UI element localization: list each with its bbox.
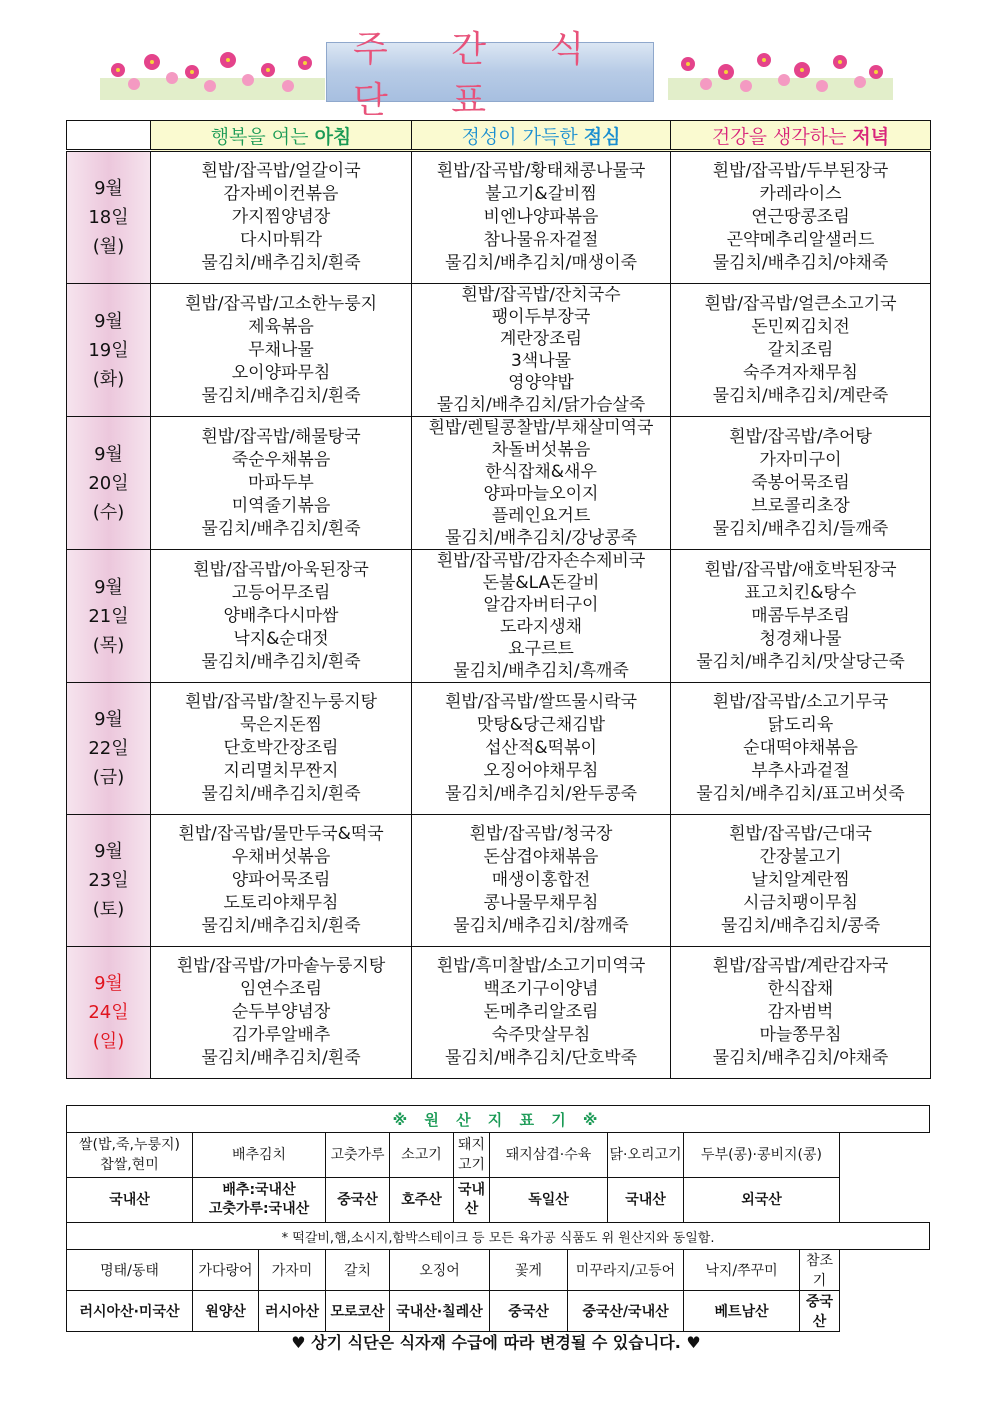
menu-item: 팽이두부장국 xyxy=(491,307,591,327)
origin-label-cell: 고춧가루 xyxy=(326,1133,390,1178)
dinner-cell xyxy=(671,284,931,417)
menu-item: 다시마튀각 xyxy=(239,230,323,250)
lunch-cell xyxy=(412,284,671,417)
menu-item: 돈메추리알조림 xyxy=(483,1002,599,1022)
date-cell xyxy=(67,683,151,815)
origin-value-cell: 베트남산 xyxy=(684,1291,800,1332)
origin-label-cell: 닭·오리고기 xyxy=(608,1133,684,1178)
breakfast-cell xyxy=(151,683,412,815)
menu-item: 물김치/배추김치/흰죽 xyxy=(201,253,361,273)
lunch-cell xyxy=(412,683,671,815)
date-weekday: (금) xyxy=(92,767,125,788)
flower-decoration-right xyxy=(668,48,893,100)
dinner-cell xyxy=(671,417,931,550)
origin-label-cell: 참조기 xyxy=(800,1250,840,1291)
date-month: 9월 xyxy=(94,709,123,730)
origin-value-cell: 중국산 xyxy=(800,1291,840,1332)
day-row xyxy=(67,815,931,947)
menu-item: 감자범벅 xyxy=(767,1002,834,1022)
menu-item: 흰밥/잡곡밥/고소한누룽지 xyxy=(184,293,378,314)
menu-item: 섭산적&떡볶이 xyxy=(485,738,597,758)
date-day: 24일 xyxy=(88,1002,129,1023)
date-weekday: (월) xyxy=(92,236,125,257)
lunch-cell xyxy=(412,947,671,1079)
origin-label-cell: 두부(콩)·콩비지(콩) xyxy=(684,1133,840,1178)
menu-item: 불고기&갈비찜 xyxy=(485,184,597,204)
dinner-cell xyxy=(671,947,931,1079)
date-cell xyxy=(67,151,151,284)
breakfast-cell xyxy=(151,151,412,284)
origin-table xyxy=(66,1105,930,1332)
menu-item: 한식잡채&새우 xyxy=(485,462,597,482)
header-corner xyxy=(67,121,151,151)
menu-item: 도토리야채무침 xyxy=(223,893,339,913)
menu-item: 돈민찌김치전 xyxy=(751,316,850,337)
origin-value-cell: 배추:국내산 고춧가루:국내산 xyxy=(193,1178,326,1223)
menu-item: 요구르트 xyxy=(508,639,574,659)
menu-item: 흰밥/잡곡밥/애호박된장국 xyxy=(704,559,897,580)
menu-item: 계란장조림 xyxy=(499,329,583,349)
menu-item: 물김치/배추김치/매생이죽 xyxy=(444,253,638,273)
menu-item: 우채버섯볶음 xyxy=(231,847,331,867)
header-lunch: 정성이 가득한 점심 xyxy=(412,121,671,151)
date-day: 21일 xyxy=(88,605,129,627)
menu-item: 숙주맛살무침 xyxy=(491,1025,591,1045)
date-cell xyxy=(67,815,151,947)
origin-note: * 떡갈비,햄,소시지,함박스테이크 등 모든 육가공 식품도 위 원산지와 동일함. xyxy=(67,1223,930,1250)
day-row xyxy=(67,417,931,550)
origin-value-cell: 러시아산·미국산 xyxy=(67,1291,193,1332)
date-weekday: (일) xyxy=(92,1031,125,1052)
menu-item: 흰밥/잡곡밥/감자손수제비국 xyxy=(436,551,646,571)
menu-item: 간장불고기 xyxy=(759,847,842,867)
date-day: 18일 xyxy=(88,207,129,228)
date-month: 9월 xyxy=(94,576,123,598)
menu-item: 흰밥/잡곡밥/황태채콩나물국 xyxy=(436,161,646,181)
menu-item: 흰밥/잡곡밥/아욱된장국 xyxy=(193,559,369,580)
menu-item: 흰밥/잡곡밥/청국장 xyxy=(469,824,613,844)
lunch-cell xyxy=(412,151,671,284)
menu-item: 비엔나양파볶음 xyxy=(483,207,599,227)
origin-label-cell: 꽃게 xyxy=(490,1250,568,1291)
breakfast-cell xyxy=(151,284,412,417)
menu-item: 가자미구이 xyxy=(759,449,842,470)
menu-item: 묵은지돈찜 xyxy=(239,715,323,735)
date-weekday: (목) xyxy=(92,634,125,656)
origin-value-cell: 외국산 xyxy=(684,1178,840,1223)
day-row xyxy=(67,550,931,683)
origin-label-cell: 낙지/쭈꾸미 xyxy=(684,1250,800,1291)
origin-value-cell: 국내산 xyxy=(454,1178,490,1223)
menu-item: 물김치/배추김치/들깨죽 xyxy=(712,518,889,539)
menu-item: 김가루알배추 xyxy=(231,1025,331,1045)
menu-item: 흰밥/잡곡밥/해물탕국 xyxy=(201,426,361,447)
menu-item: 무채나물 xyxy=(248,339,314,360)
day-row xyxy=(67,947,931,1079)
menu-item: 단호박간장조림 xyxy=(223,738,339,758)
menu-item: 알감자버터구이 xyxy=(483,595,599,615)
menu-item: 흰밥/잡곡밥/쌀뜨물시락국 xyxy=(444,692,638,712)
menu-item: 물김치/배추김치/흰죽 xyxy=(201,1048,361,1068)
menu-item: 참나물유자겉절 xyxy=(483,230,599,250)
menu-item: 지리멸치무짠지 xyxy=(223,761,339,781)
menu-item: 낙지&순대젓 xyxy=(233,628,329,649)
menu-item: 돈삼겹야채볶음 xyxy=(483,847,599,867)
menu-item: 흰밥/잡곡밥/잔치국수 xyxy=(461,285,621,305)
menu-item: 물김치/배추김치/계란죽 xyxy=(712,385,889,406)
origin-label-cell: 오징어 xyxy=(390,1250,490,1291)
menu-item: 물김치/배추김치/단호박죽 xyxy=(444,1048,638,1068)
menu-item: 표고치킨&탕수 xyxy=(744,582,857,603)
lunch-cell xyxy=(412,417,671,550)
origin-label-cell: 쌀(밥,죽,누룽지) 찹쌀,현미 xyxy=(67,1133,193,1178)
menu-item: 오징어야채무침 xyxy=(483,761,599,781)
origin-label-cell: 명태/동태 xyxy=(67,1250,193,1291)
menu-item: 물김치/배추김치/표고버섯죽 xyxy=(696,784,905,804)
header xyxy=(0,29,992,121)
menu-item: 흰밥/잡곡밥/물만두국&떡국 xyxy=(178,824,384,844)
menu-item: 물김치/배추김치/닭가슴살죽 xyxy=(436,395,646,415)
menu-item: 물김치/배추김치/흰죽 xyxy=(201,651,361,672)
lunch-cell xyxy=(412,550,671,683)
menu-item: 물김치/배추김치/흰죽 xyxy=(201,518,361,539)
origin-value-cell: 원양산 xyxy=(193,1291,259,1332)
menu-item: 백조기구이양념 xyxy=(483,979,599,999)
menu-item: 갈치조림 xyxy=(767,339,834,360)
menu-item: 미역줄기볶음 xyxy=(231,495,331,516)
origin-title: ※ 원 산 지 표 기 ※ xyxy=(67,1106,930,1133)
dinner-cell xyxy=(671,815,931,947)
menu-item: 물김치/배추김치/야채죽 xyxy=(712,253,889,273)
date-cell xyxy=(67,417,151,550)
menu-item: 흰밥/잡곡밥/근대국 xyxy=(729,824,872,844)
menu-item: 물김치/배추김치/흰죽 xyxy=(201,385,361,406)
day-row xyxy=(67,284,931,417)
menu-item: 흰밥/잡곡밥/가마솥누룽지탕 xyxy=(176,956,386,976)
menu-item: 도라지생채 xyxy=(499,617,583,637)
origin-value-cell: 중국산 xyxy=(326,1178,390,1223)
menu-item: 매콤두부조림 xyxy=(751,605,850,626)
origin-label-cell: 배추김치 xyxy=(193,1133,326,1178)
menu-item: 양파마늘오이지 xyxy=(483,484,599,504)
origin-value-row xyxy=(67,1178,930,1223)
dinner-cell xyxy=(671,151,931,284)
origin-value-cell: 모로코산 xyxy=(326,1291,390,1332)
menu-item: 차돌버섯볶음 xyxy=(491,440,591,460)
dinner-cell xyxy=(671,550,931,683)
menu-item: 순두부양념장 xyxy=(231,1002,331,1022)
origin-label-cell: 가자미 xyxy=(259,1250,326,1291)
date-day: 20일 xyxy=(88,472,129,494)
menu-item: 시금치팽이무침 xyxy=(743,893,858,913)
menu-item: 흰밥/잡곡밥/계란감자국 xyxy=(712,956,889,976)
footer-notice: ♥ 상기 식단은 식자재 수급에 따라 변경될 수 있습니다. ♥ xyxy=(291,1333,701,1352)
menu-item: 마늘쫑무침 xyxy=(759,1025,842,1045)
origin-value-cell: 국내산 xyxy=(608,1178,684,1223)
menu-item: 죽봉어묵조림 xyxy=(751,472,850,493)
menu-item: 한식잡채 xyxy=(767,979,834,999)
date-day: 22일 xyxy=(88,738,129,759)
flower-decoration-left xyxy=(100,48,325,100)
page-title: 주 간 식 단 표 xyxy=(326,42,654,102)
menu-item: 임연수조림 xyxy=(239,979,323,999)
menu-item: 닭도리육 xyxy=(767,715,834,735)
menu-item: 물김치/배추김치/야채죽 xyxy=(712,1048,889,1068)
origin-label-cell: 갈치 xyxy=(326,1250,390,1291)
menu-item: 흰밥/잡곡밥/두부된장국 xyxy=(712,161,889,181)
menu-item: 매생이홍합전 xyxy=(491,870,591,890)
date-weekday: (수) xyxy=(92,501,125,523)
menu-item: 숙주겨자채무침 xyxy=(743,362,858,383)
breakfast-cell xyxy=(151,947,412,1079)
menu-item: 흰밥/렌틸콩찰밥/부채살미역국 xyxy=(428,418,654,438)
header-dinner: 건강을 생각하는 저녁 xyxy=(671,121,931,151)
menu-item: 날치알계란찜 xyxy=(751,870,850,890)
menu-item: 플레인요거트 xyxy=(491,506,591,526)
menu-item: 부추사과겉절 xyxy=(751,761,850,781)
menu-item: 흰밥/잡곡밥/얼갈이국 xyxy=(201,161,361,181)
menu-item: 흰밥/잡곡밥/찰진누룽지탕 xyxy=(184,692,378,712)
menu-item: 물김치/배추김치/참깨죽 xyxy=(453,916,629,936)
header-breakfast: 행복을 여는 아침 xyxy=(151,121,412,151)
menu-header-row xyxy=(67,121,931,151)
menu-item: 오이양파무침 xyxy=(231,362,331,383)
menu-item: 곤약메추리알샐러드 xyxy=(726,230,875,250)
menu-item: 콩나물무채무침 xyxy=(483,893,599,913)
breakfast-cell xyxy=(151,550,412,683)
menu-item: 양파어묵조림 xyxy=(231,870,331,890)
menu-item: 물김치/배추김치/완두콩죽 xyxy=(444,784,638,804)
menu-item: 카레라이스 xyxy=(759,184,842,204)
date-month: 9월 xyxy=(94,178,123,199)
day-row xyxy=(67,683,931,815)
breakfast-cell xyxy=(151,815,412,947)
menu-item: 영양약밥 xyxy=(508,373,574,393)
date-month: 9월 xyxy=(94,973,123,994)
dinner-cell xyxy=(671,683,931,815)
menu-item: 고등어무조림 xyxy=(231,582,331,603)
menu-item: 브로콜리초장 xyxy=(751,495,850,516)
menu-item: 물김치/배추김치/흑깨죽 xyxy=(453,661,629,681)
date-weekday: (토) xyxy=(92,899,125,920)
date-month: 9월 xyxy=(94,443,123,465)
date-cell xyxy=(67,947,151,1079)
origin-value-row xyxy=(67,1291,930,1332)
menu-item: 돈불&LA돈갈비 xyxy=(482,573,600,593)
menu-item: 물김치/배추김치/강낭콩죽 xyxy=(444,528,638,548)
menu-item: 흰밥/잡곡밥/소고기무국 xyxy=(712,692,889,712)
menu-item: 감자베이컨볶음 xyxy=(223,184,339,204)
menu-item: 흰밥/잡곡밥/얼큰소고기국 xyxy=(704,293,897,314)
date-cell xyxy=(67,284,151,417)
menu-item: 물김치/배추김치/흰죽 xyxy=(201,784,361,804)
breakfast-cell xyxy=(151,417,412,550)
origin-label-cell: 돼지고기 xyxy=(454,1133,490,1178)
origin-value-cell: 러시아산 xyxy=(259,1291,326,1332)
menu-item: 맛탕&당근채김밥 xyxy=(476,715,606,735)
origin-value-cell: 국내산 xyxy=(67,1178,193,1223)
date-day: 23일 xyxy=(88,870,129,891)
date-month: 9월 xyxy=(94,841,123,862)
lunch-cell xyxy=(412,815,671,947)
origin-value-cell: 호주산 xyxy=(390,1178,454,1223)
origin-label-row xyxy=(67,1133,930,1178)
origin-value-cell: 중국산 xyxy=(490,1291,568,1332)
menu-item: 순대떡야채볶음 xyxy=(743,738,858,758)
origin-value-cell: 국내산·칠레산 xyxy=(390,1291,490,1332)
date-day: 19일 xyxy=(88,339,129,361)
menu-item: 제육볶음 xyxy=(248,316,314,337)
menu-item: 마파두부 xyxy=(248,472,314,493)
origin-value-cell: 중국산/국내산 xyxy=(568,1291,684,1332)
menu-item: 물김치/배추김치/맛살당근죽 xyxy=(696,651,905,672)
menu-item: 흰밥/흑미찰밥/소고기미역국 xyxy=(436,956,646,976)
day-row xyxy=(67,151,931,284)
menu-item: 청경채나물 xyxy=(759,628,842,649)
weekly-menu-table xyxy=(66,120,931,1079)
date-weekday: (화) xyxy=(92,368,125,390)
menu-item: 물김치/배추김치/콩죽 xyxy=(720,916,881,936)
origin-label-cell: 미꾸라지/고등어 xyxy=(568,1250,684,1291)
menu-item: 죽순우채볶음 xyxy=(231,449,331,470)
menu-item: 가지찜양념장 xyxy=(231,207,331,227)
date-month: 9월 xyxy=(94,310,123,332)
menu-item: 3색나물 xyxy=(510,351,572,371)
origin-label-cell: 돼지삼겹·수육 xyxy=(490,1133,608,1178)
origin-value-cell: 독일산 xyxy=(490,1178,608,1223)
menu-item: 물김치/배추김치/흰죽 xyxy=(201,916,361,936)
origin-label-cell: 소고기 xyxy=(390,1133,454,1178)
menu-item: 흰밥/잡곡밥/추어탕 xyxy=(729,426,872,447)
origin-label-cell: 가다랑어 xyxy=(193,1250,259,1291)
menu-item: 연근땅콩조림 xyxy=(751,207,850,227)
date-cell xyxy=(67,550,151,683)
origin-label-row xyxy=(67,1250,930,1291)
menu-item: 양배추다시마쌈 xyxy=(223,605,339,626)
